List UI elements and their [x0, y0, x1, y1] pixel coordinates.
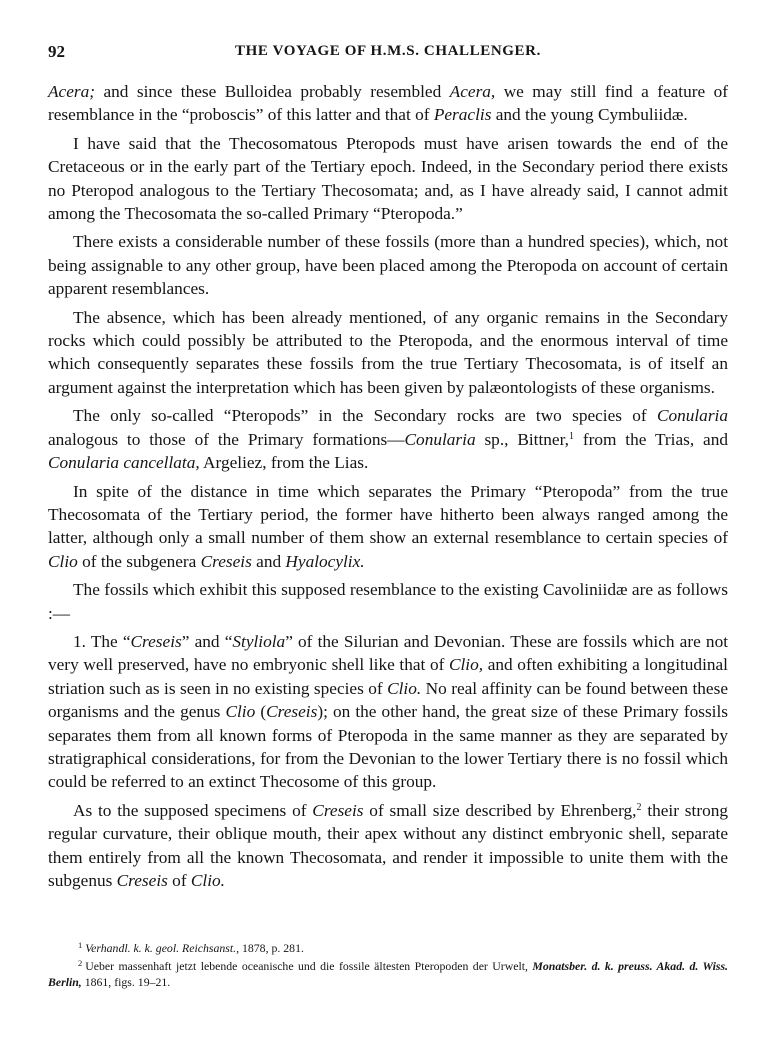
- taxon-name: Creseis: [266, 702, 318, 722]
- paragraph-5: [48, 404, 728, 474]
- text-span: ” and “: [181, 631, 233, 651]
- running-title: THE VOYAGE OF H.M.S. CHALLENGER.: [235, 43, 541, 59]
- text-span: ” of the Silurian and Devonian. These are fossils which are not very well preserved, have no embryonic shell like that of: [48, 631, 729, 675]
- taxon-name: Conularia: [656, 406, 728, 426]
- taxon-name: Conularia: [404, 429, 476, 449]
- taxon-name: Creseis: [312, 800, 364, 820]
- text-span: from the Trias, and: [573, 429, 728, 449]
- text-span: The only so-called “Pteropods” in the Secondary rocks are two species of: [73, 406, 657, 426]
- footnote-2: [48, 958, 728, 991]
- paragraph-1: [48, 80, 728, 127]
- body-text: [48, 80, 728, 897]
- paragraph-4: The absence, which has been already mentioned, of any organic remains in the Secondary rocks which could possibly be attributed to the Pteropoda, and the enormous interval of time which consequently separates these fossils from the true Tertiary Thecosomata, is of itself an argument against the interpretation which has been given by palæontologists of these organisms.: [48, 307, 728, 397]
- taxon-name: Conularia cancellata,: [48, 453, 200, 473]
- taxon-name: Peraclis: [433, 105, 492, 125]
- text-span: In spite of the distance in time which separates the Primary “Pteropoda” from the true Thecosomata of the Tertiary period, the former have hitherto been always ranged among the latter, although only a small number of them show an external resemblance to certain species of: [48, 481, 728, 548]
- paragraph-2: I have said that the Thecosomatous Pteropods must have arisen towards the end of the Cretaceous or in the early part of the Tertiary epoch. Indeed, in the Secondary period there exists no Pteropod analogous to the Tertiary Thecosomata; and, as I have already said, I cannot admit among the Thecosomata the so-called Primary “Pteropoda.”: [48, 133, 728, 224]
- text-span: of the subgenera: [77, 551, 201, 571]
- taxon-name: Clio.: [387, 678, 422, 698]
- text-span: (: [255, 702, 267, 722]
- text-span: and: [251, 551, 286, 571]
- paragraph-6: [48, 480, 728, 574]
- taxon-name: Acera;: [48, 82, 96, 101]
- page-header: [48, 42, 728, 66]
- text-span: of: [167, 871, 191, 890]
- citation-journal: Monatsber. d. k. preuss. Akad. d. Wiss. Berlin,: [48, 958, 728, 989]
- text-span: of small size described by Ehrenberg,: [363, 800, 637, 820]
- text-span: and the young Cymbuliidæ.: [491, 105, 688, 125]
- citation-detail: 1878, p. 281.: [239, 941, 304, 955]
- text-span: and since these Bulloidea probably resembled: [95, 82, 450, 101]
- citation-title: Ueber massenhaft jetzt lebende oceanische und die fossile ältesten Pteropoden der Urwelt,: [85, 958, 533, 973]
- paragraph-9: [48, 799, 728, 893]
- text-span: No real affinity can be found between these organisms and the genus: [48, 678, 728, 722]
- text-span: 1. The “: [73, 631, 131, 651]
- text-span: As to the supposed specimens of: [73, 800, 313, 820]
- citation-title: Verhandl. k. k. geol. Reichsanst.,: [85, 941, 240, 955]
- footnote-marker-2: 2: [636, 801, 642, 813]
- taxon-name: Clio: [225, 702, 256, 722]
- footnote-number: 2: [78, 957, 83, 968]
- taxon-name: Styliola: [232, 631, 286, 651]
- footnote-number: 1: [78, 940, 83, 950]
- taxon-name: Clio: [48, 551, 78, 571]
- taxon-name: Acera,: [449, 82, 496, 101]
- taxon-name: Clio.: [190, 871, 225, 890]
- footnotes: [48, 940, 728, 992]
- page-number: 92: [48, 42, 65, 61]
- text-span: sp., Bittner,: [475, 429, 569, 449]
- citation-detail: 1861, figs. 19–21.: [81, 975, 171, 989]
- taxon-name: Clio,: [448, 655, 484, 675]
- text-span: and often exhibiting a longitudinal striation such as is seen in no existing species of: [48, 655, 728, 698]
- taxon-name: Hyalocylix.: [285, 551, 365, 571]
- text-span: Argeliez, from the Lias.: [199, 453, 369, 473]
- text-span: their strong regular curvature, their oblique mouth, their apex without any distinct embryonic shell, separate them entirely from all the known Thecosomata, and render it impossible to unite them with the subgenus: [48, 800, 728, 890]
- footnote-marker-1: 1: [568, 430, 574, 442]
- taxon-name: Creseis: [130, 631, 182, 651]
- taxon-name: Creseis: [200, 551, 252, 571]
- text-span: we may still find a feature of resemblance in the “proboscis” of this latter and that of: [48, 82, 728, 125]
- paragraph-8: [48, 630, 728, 794]
- text-span: ); on the other hand, the great size of these Primary fossils separates them from all known forms of Pteropoda in the same manner as they are separated by stratigraphical considerations, for from the Devonian to the lower Tertiary there is no fossil which could be referred to an extinct Thecosome of this group.: [48, 702, 728, 792]
- paragraph-3: There exists a considerable number of these fossils (more than a hundred species), which, not being assignable to any other group, have been placed among the Pteropoda on account of certain apparent resemblances.: [48, 232, 728, 299]
- text-span: analogous to those of the Primary formations—: [48, 429, 405, 449]
- taxon-name: Creseis: [116, 871, 168, 890]
- paragraph-7: The fossils which exhibit this supposed resemblance to the existing Cavoliniidæ are as follows :—: [48, 580, 728, 623]
- footnote-1: [48, 940, 728, 957]
